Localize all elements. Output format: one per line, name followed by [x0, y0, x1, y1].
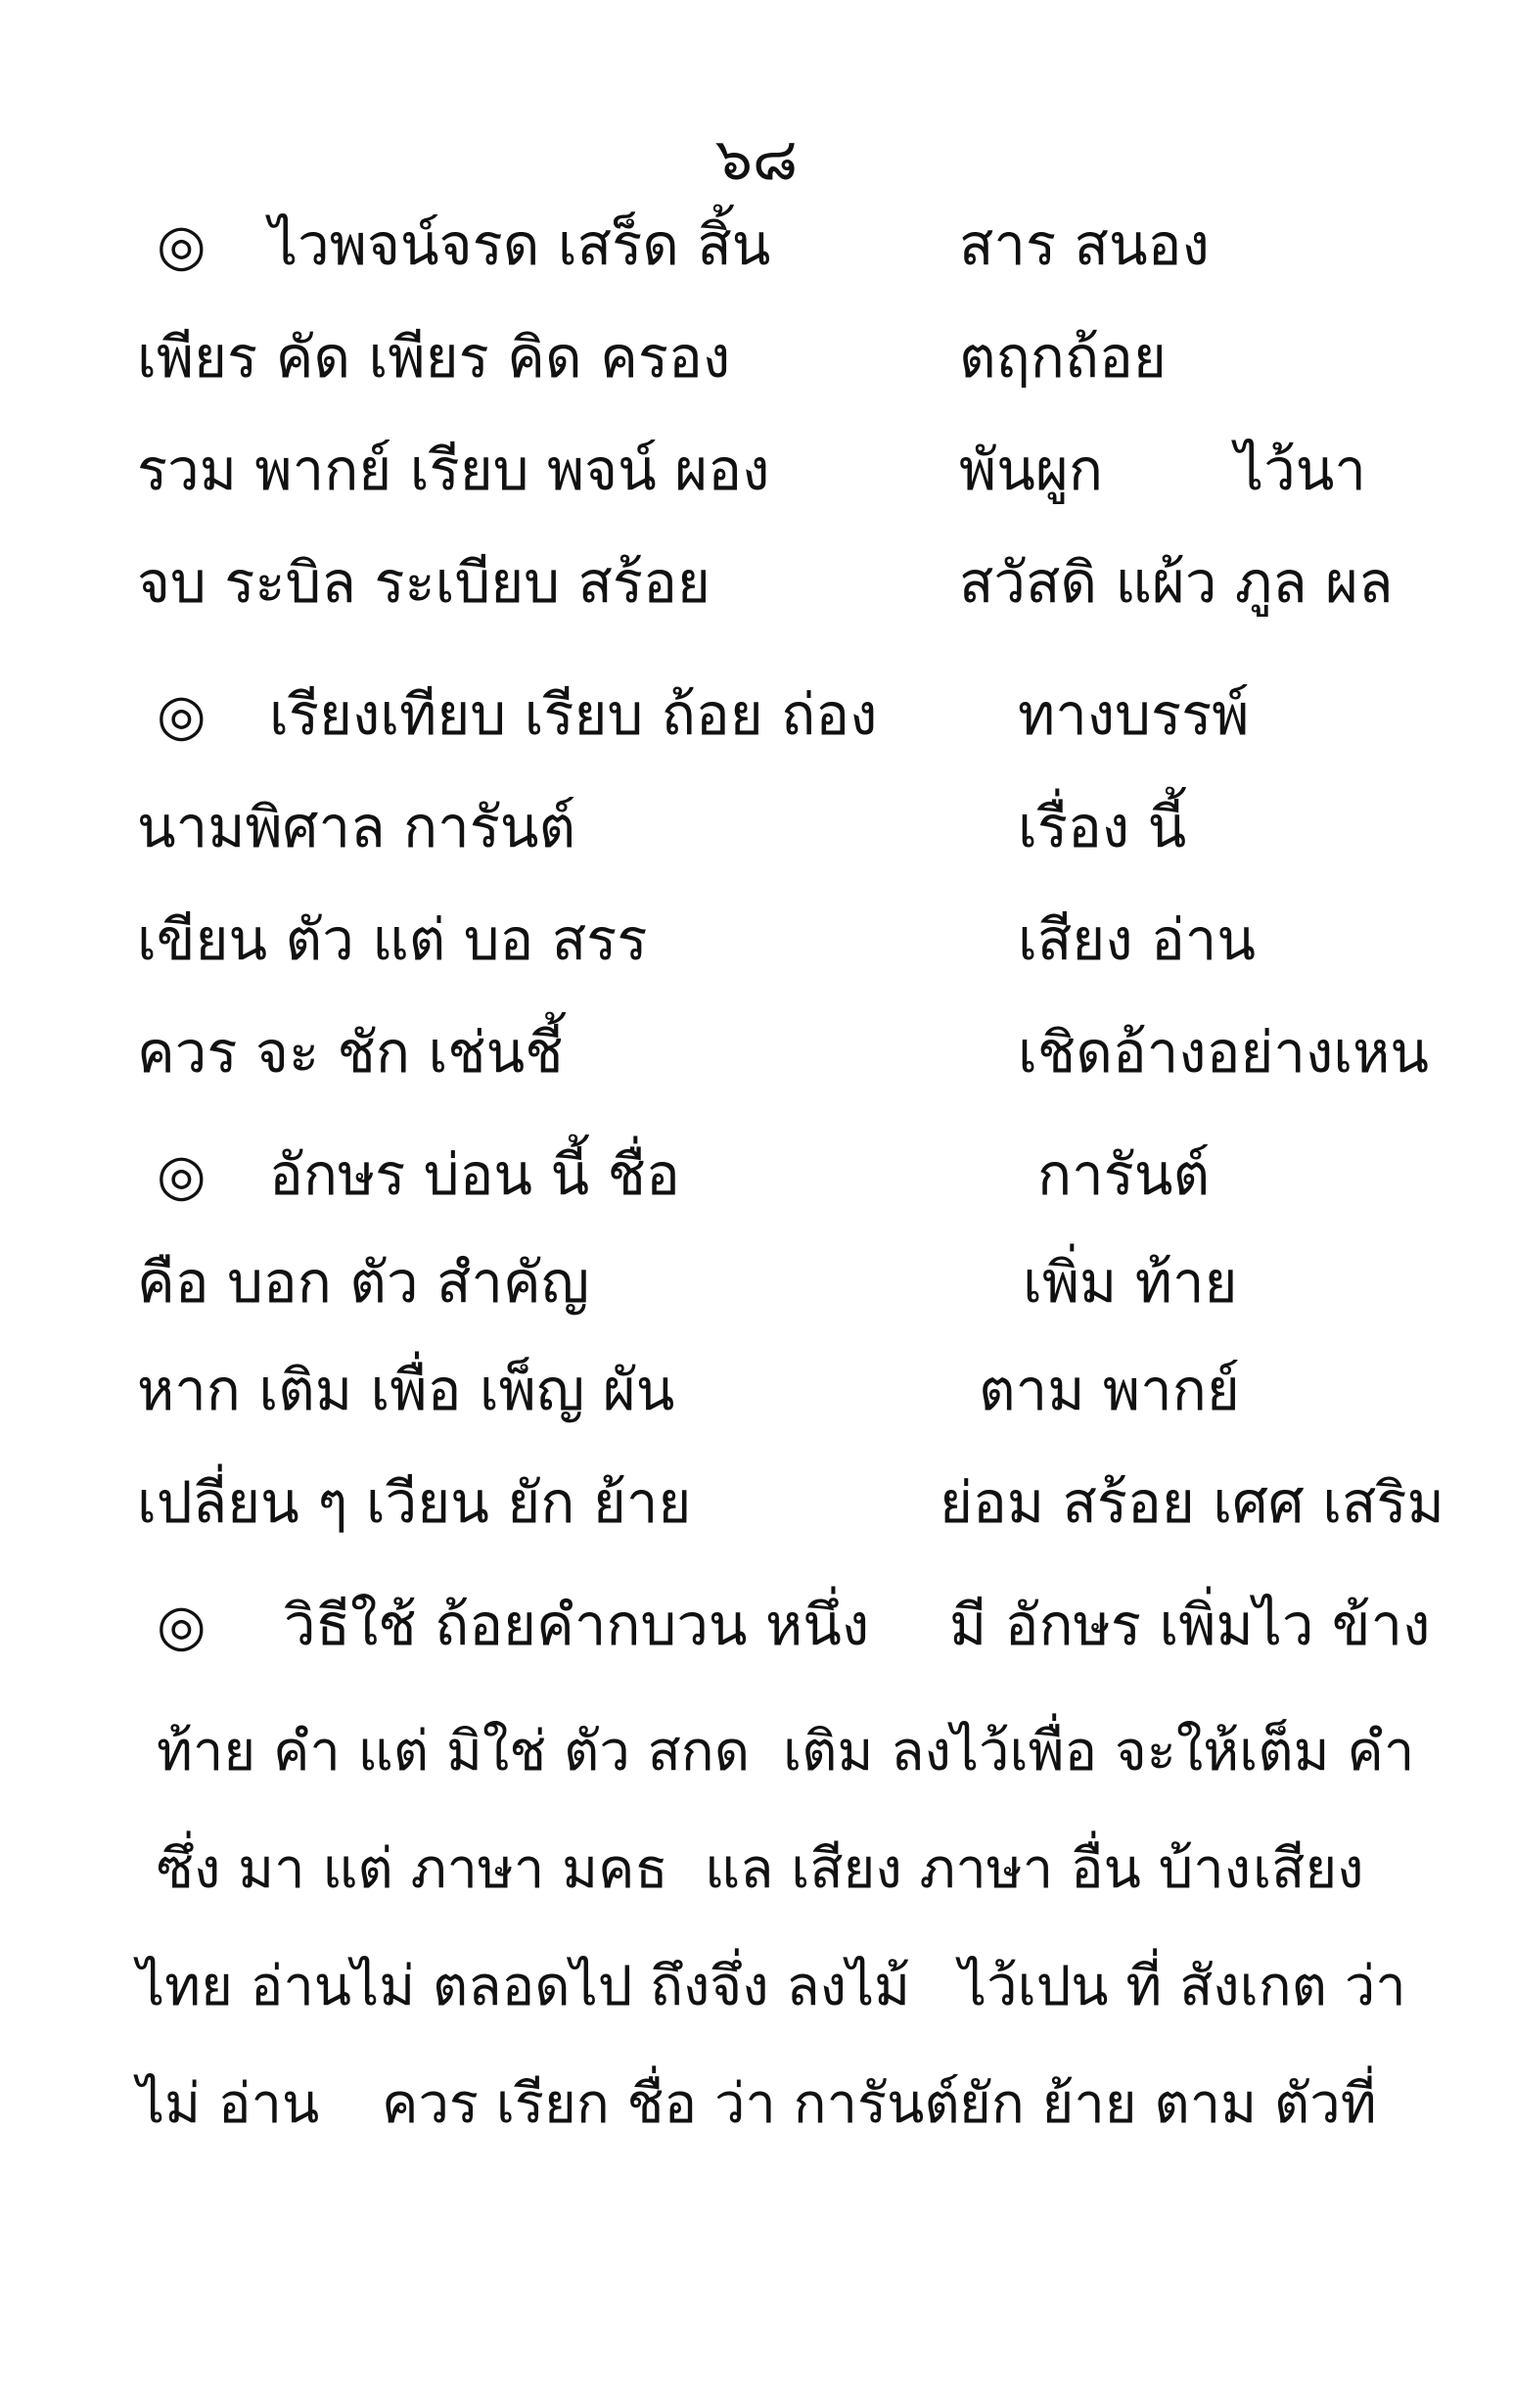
prose-line [137, 1943, 1406, 2031]
verse-left: นามพิศาล การันต์ [137, 794, 576, 860]
bullet-icon: ◎ [157, 1141, 206, 1208]
verse-right: สาร สนอง [959, 211, 1210, 278]
verse-right: ทางบรรพ์ [1018, 681, 1250, 748]
prose-line [0, 1586, 1513, 1664]
verse-right: การันต์ [1037, 1141, 1211, 1208]
verse-right: เชิดอ้างอย่างเหน [1018, 1019, 1429, 1086]
prose-text: ไทย อ่านไม่ ตลอดไป ถึงจึ่ง ลงไม้ [137, 1955, 911, 2018]
verse-line [0, 431, 1513, 509]
verse-line [0, 1013, 1513, 1091]
bullet-icon: ◎ [157, 1592, 206, 1658]
bullet-icon: ◎ [157, 211, 206, 278]
verse-right: เรื่อง นี้ [1018, 794, 1187, 860]
prose-line [137, 1826, 1364, 1914]
verse-line [0, 318, 1513, 396]
prose-text: มี อักษร เพิ่มไว ข้าง [949, 1592, 1431, 1658]
verse-right: เสียง อ่าน [1018, 906, 1257, 973]
verse-left: คือ บอก ตัว สำคัญ [137, 1249, 590, 1316]
verse-line [0, 1243, 1513, 1321]
verse-left: รวม พากย์ เรียบ พจน์ ผอง [137, 437, 770, 503]
prose-text: ซึ่ง มา แต่ ภาษา มคธ [157, 1837, 668, 1901]
verse-line [0, 206, 1513, 284]
verse-line [0, 1135, 1513, 1214]
verse-left: เรียงเทียบ เรียบ ถ้อย ถ่อง [269, 681, 878, 748]
prose-text: เสียง [1253, 1837, 1364, 1901]
verse-line [0, 1463, 1513, 1542]
verse-left: เปลี่ยน ๆ เวียน ยัก ย้าย [137, 1469, 692, 1536]
verse-left: อักษร บ่อน นี้ ชื่อ [269, 1141, 680, 1208]
prose-text: ไว้เปน ที่ สังเกต ว่า [959, 1955, 1406, 2018]
prose-line [137, 2061, 1377, 2149]
verse-line [0, 675, 1513, 754]
verse-left: ไวพจน์จรด เสร็ด สิ้น [269, 211, 771, 278]
page-number: ๖๘ [714, 125, 799, 194]
prose-text: แล เสียง ภาษา อื่น บ้าง [705, 1837, 1252, 1901]
verse-right: พันผูก [959, 437, 1103, 503]
prose-text: วิธีใช้ ถ้อยคำกบวน หนึ่ง [284, 1592, 870, 1658]
prose-text: ควร เรียก ชื่อ ว่า การันต์ [382, 2072, 960, 2136]
verse-right: ย่อม สร้อย เศศ เสริม [940, 1469, 1444, 1536]
verse-right: ตาม พากย์ [979, 1357, 1240, 1423]
verse-right: สวัสดิ แผ้ว ภูล ผล [959, 549, 1394, 616]
verse-right-end: ไว้นา [1235, 437, 1366, 503]
verse-line [0, 788, 1513, 866]
verse-left: จบ ระบิล ระเบียบ สร้อย [137, 549, 711, 616]
verse-left: เขียน ตัว แต่ บอ สรร [137, 906, 648, 973]
verse-right: เพิ่ม ท้าย [1023, 1249, 1238, 1316]
verse-right: ตฤกถ้อย [959, 324, 1167, 391]
verse-line [0, 543, 1513, 622]
prose-line [137, 1708, 1415, 1796]
prose-text: ไม่ อ่าน [137, 2072, 320, 2136]
bullet-icon: ◎ [157, 681, 206, 748]
verse-line [0, 901, 1513, 979]
verse-line [0, 1351, 1513, 1429]
verse-left: เพียร คัด เพียร คิด ครอง [137, 324, 731, 391]
prose-text: เติม ลงไว้เพื่อ จะให้เต็ม คำ [783, 1720, 1415, 1783]
verse-left: ควร จะ ชัก เช่นชี้ [137, 1019, 564, 1086]
prose-text: ยัก ย้าย ตาม ตัวที่ [959, 2072, 1377, 2136]
verse-left: หาก เติม เพื่อ เพ็ญ ผัน [137, 1357, 675, 1423]
prose-text: ท้าย คำ แต่ มิใช่ ตัว สกด [157, 1720, 751, 1783]
